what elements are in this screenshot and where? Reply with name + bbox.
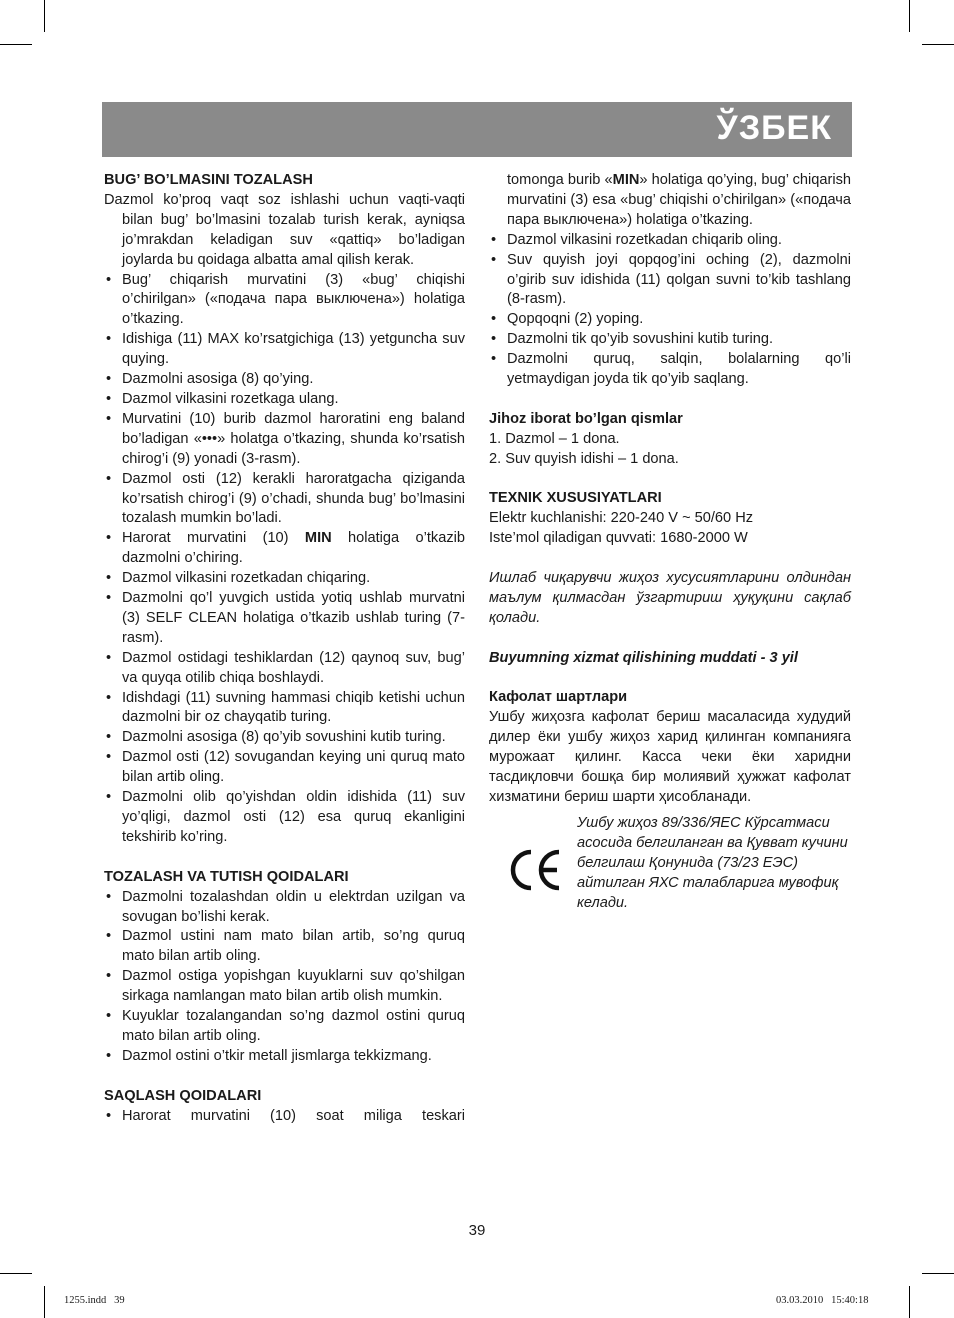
crop-mark [44, 0, 45, 32]
care-list [104, 888, 465, 1067]
crop-mark [0, 1273, 32, 1274]
footer-file-info: 1255.indd 39 [64, 1295, 125, 1306]
crop-mark [44, 1286, 45, 1318]
section-intro: Dazmol ko’proq vaqt soz ishlashi uchun vaqti-vaqti bilan bug’ bo’lmasini tozalab turish kerak, ayniqsa jo’mrakdan keladigan suv «qattiq» bo’ladigan joylarda bu qoidaga albatta amal qilish kerak. [104, 191, 465, 268]
list-item: • Dazmol vilkasini rozetkaga ulang. [104, 390, 465, 410]
service-life: Buyumning xizmat qilishining muddati - 3 yil [489, 649, 798, 666]
warranty-text: Ушбу жиҳозга кафолат бериш масаласида худудий дилер ёки ушбу жиҳоз харид қилинган компанияга мурожаат қилинг. Касса чеки ёки харидни тасдиқловчи бошқа бир молиявий ҳужжат кафолат хизматини бериш шарти ҳисобланади. [489, 709, 851, 806]
list-item: • Dazmolni asosiga (8) qo’yib sovushini kutib turing. [104, 728, 465, 748]
list-item: • Dazmol ostidagi teshiklardan (12) qaynoq suv, bug’ va quyqa otilib chiqa boshlaydi. [104, 649, 465, 689]
list-item: • Idishiga (11) MAX ko’rsatgichiga (13) yetguncha suv quying. [104, 330, 465, 370]
cleaning-steps-list [104, 271, 465, 848]
crop-mark [922, 44, 954, 45]
ce-mark-icon [507, 846, 563, 894]
section-heading-storage: SAQLASH QOIDALARI [104, 1087, 262, 1104]
storage-list [104, 1107, 465, 1127]
min-label: MIN [304, 530, 332, 547]
spec-line: Iste’mol qiladigan quvvati: 1680-2000 W [489, 530, 748, 547]
item-text: holatiga o’tkazib dazmolni o’chiring. [122, 530, 465, 567]
list-item: • Murvatini (10) burib dazmol haroratini eng baland bo’ladigan «•••» holatga o’tkazing, shunda ko’rsatish chirog’i (9) yonadi (3-rasm). [104, 410, 465, 470]
min-label: MIN [612, 172, 640, 188]
left-column [104, 171, 465, 1126]
language-title: ЎЗБЕК [716, 109, 832, 147]
section-heading-steam-cleaning: BUG’ BO’LMASINI TOZALASH [104, 172, 313, 188]
crop-mark [0, 44, 32, 45]
list-item: • Dazmolni asosiga (8) qo’ying. [104, 370, 465, 390]
list-item: • Qopqoqni (2) yoping. [489, 310, 851, 330]
list-item: • Suv quyish joyi qopqog’ini oching (2), dazmolni o’girib suv idishida (11) qolgan suvni to’kib tashlang (8-rasm). [489, 251, 851, 311]
list-item: • Dazmol vilkasini rozetkadan chiqarib oling. [489, 231, 851, 251]
list-item: • Dazmol ustini nam mato bilan artib, so’ng quruq mato bilan artib oling. [104, 927, 465, 967]
ce-compliance-block [489, 814, 851, 954]
storage-list-continued [489, 171, 851, 390]
list-item: • Dazmol vilkasini rozetkadan chiqaring. [104, 569, 465, 589]
list-item: • Dazmolni qo’l yuvgich ustida yotiq ushlab murvatni (3) SELF CLEAN holatiga o’tkazib ushlab turing (7-rasm). [104, 589, 465, 649]
right-column [489, 171, 851, 954]
list-item: • Kuyuklar tozalangandan so’ng dazmol ostini quruq mato bilan artib oling. [104, 1007, 465, 1047]
crop-mark [909, 0, 910, 32]
list-item: • Bug’ chiqarish murvatini (3) «bug’ chiqishi o’chirilgan» («подача пара выключена») holatiga o’tkazing. [104, 271, 465, 331]
parts-line: 2. Suv quyish idishi – 1 dona. [489, 450, 679, 467]
section-heading-cleaning-care: TOZALASH VA TUTISH QOIDALARI [104, 868, 349, 885]
list-item: • Dazmolni tik qo’yib sovushini kutib turing. [489, 330, 851, 350]
list-item: • Dazmol ostiga yopishgan kuyuklarni suv qo’shilgan sirkaga namlangan mato bilan artib olish mumkin. [104, 967, 465, 1007]
list-item: • Idishdagi (11) suvning hammasi chiqib ketishi uchun dazmolni bir oz chayqatib turing. [104, 689, 465, 729]
list-item-continued [489, 171, 851, 231]
language-header-bar [102, 102, 852, 157]
list-item: • Harorat murvatini (10) soat miliga teskari [104, 1107, 465, 1127]
spec-line: Elektr kuchlanishi: 220-240 V ~ 50/60 Hz [489, 510, 754, 527]
ce-compliance-text: Ушбу жиҳоз 89/336/ЯЕС Кўрсатмаси асосида белгиланган ва Қувват кучини белгилаш Қонунида (73/23 ЕЭС) айтилган ЯХС талабларига мувофиқ келади. [577, 814, 848, 911]
item-text: Harorat murvatini (10) [122, 530, 305, 547]
item-text: » holatiga qo’ying, bug’ chiqarish murvatini (3) esa «bug’ chiqishi o’chirilgan» («подача пара выключена») holatiga o’tkazing. [507, 172, 851, 228]
list-item: • Dazmolni olib qo’yishdan oldin idishida (11) suv yo’qligi, dazmol osti (12) esa quruq ekanligini tekshirib ko’ring. [104, 788, 465, 848]
list-item: • Dazmolni quruq, salqin, bolalarning qo’li yetmaydigan joyda tik qo’yib saqlang. [489, 350, 851, 390]
item-text: tomonga burib « [507, 172, 613, 188]
list-item: • Dazmol ostini o’tkir metall jismlarga tekkizmang. [104, 1047, 465, 1067]
list-item: • Dazmol osti (12) kerakli haroratgacha qiziganda ko’rsatish chirog’i (9) o’chadi, shunda bug’ bo’lmasini tozalash mumkin bo’ladi. [104, 470, 465, 530]
parts-line: 1. Dazmol – 1 dona. [489, 430, 620, 447]
crop-mark [909, 1286, 910, 1318]
section-heading-parts: Jihoz iborat bo’lgan qismlar [489, 410, 683, 427]
page-number: 39 [468, 1222, 486, 1239]
crop-mark [922, 1273, 954, 1274]
footer-timestamp: 03.03.2010 15:40:18 [776, 1295, 869, 1306]
list-item: • Dazmol osti (12) sovugandan keying uni quruq mato bilan artib oling. [104, 748, 465, 788]
section-heading-specs: TEXNIK XUSUSIYATLARI [489, 490, 662, 507]
manufacturer-notice: Ишлаб чиқарувчи жиҳоз хусусиятларини олдиндан маълум қилмасдан ўзгартириш ҳуқуқини сақлаб қолади. [489, 570, 851, 626]
section-heading-warranty: Кафолат шартлари [489, 689, 628, 706]
list-item: • Dazmolni tozalashdan oldin u elektrdan uzilgan va sovugan bo’lishi kerak. [104, 888, 465, 928]
list-item [104, 529, 465, 569]
